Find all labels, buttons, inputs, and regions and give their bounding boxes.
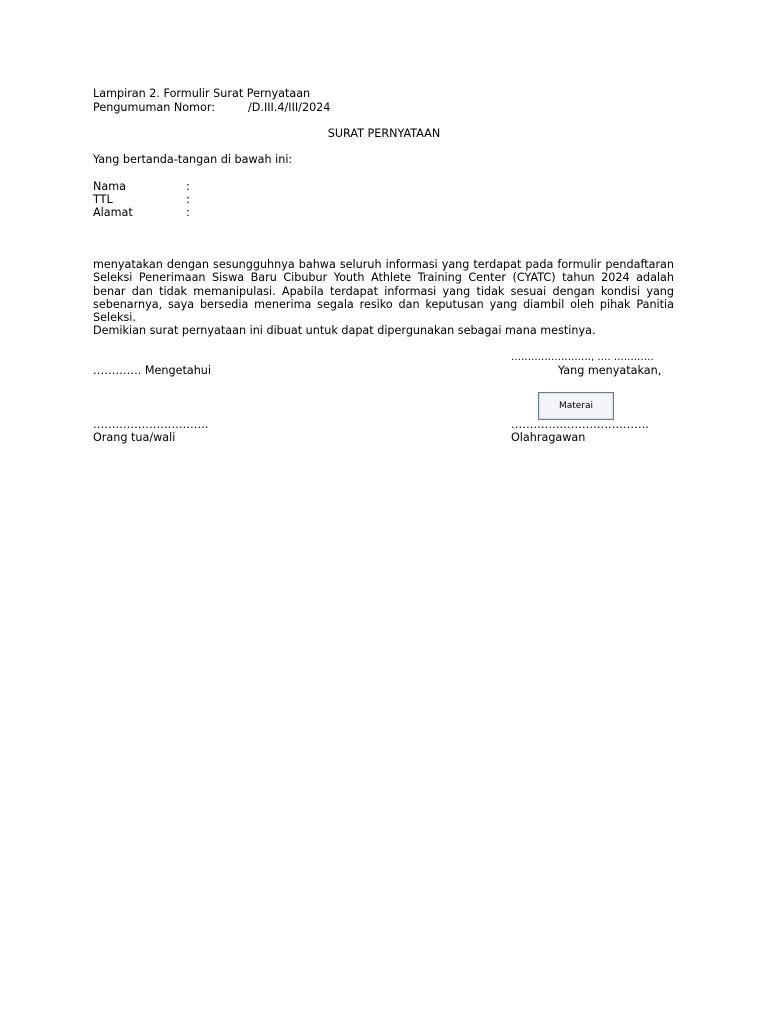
field-colon-nama: : [186,180,190,193]
parent-role-label: Orang tua/wali [93,431,176,444]
athlete-signature-line: ………………………………. [511,418,649,431]
stamp-duty-label: Materai [558,401,594,411]
field-colon-alamat: : [186,206,190,219]
intro-text: Yang bertanda-tangan di bawah ini: [93,153,293,166]
acknowledged-heading: …………. Mengetahui [93,364,212,377]
field-label-ttl: TTL [93,193,113,206]
document-title: SURAT PERNYATAAN [327,127,441,140]
field-colon-ttl: : [186,193,190,206]
statement-paragraph: menyatakan dengan sesungguhnya bahwa seluruh informasi yang terdapat pada formulir pendaftaran Seleksi Penerimaan Siswa Baru Cibubur Youth Athlete Training Center (CYATC) tahun 2024 adalah benar dan tidak memanipulasi. Apabila terdapat informasi yang tidak sesuai dengan kondisi yang sebenarnya, saya bersedia menerima segala resiko dan keputusan yang diambil oleh pihak Panitia Seleksi. [93,258,674,325]
announcement-number-value: /D.III.4/III/2024 [248,101,331,114]
parent-signature-line: …………………………. [93,418,209,431]
declarant-heading: Yang menyatakan, [558,364,662,377]
athlete-role-label: Olahragawan [511,431,586,444]
field-label-nama: Nama [93,180,126,193]
announcement-number [93,101,331,114]
closing-paragraph: Demikian surat pernyataan ini dibuat untuk dapat dipergunakan sebagai mana mestinya. [93,324,596,337]
stamp-duty-box [538,392,614,420]
place-date-line: ……………………, …. ………… [511,352,654,363]
announcement-number-label: Pengumuman Nomor: [93,101,216,114]
field-label-alamat: Alamat [93,206,133,219]
attachment-heading: Lampiran 2. Formulir Surat Pernyataan [93,87,311,100]
